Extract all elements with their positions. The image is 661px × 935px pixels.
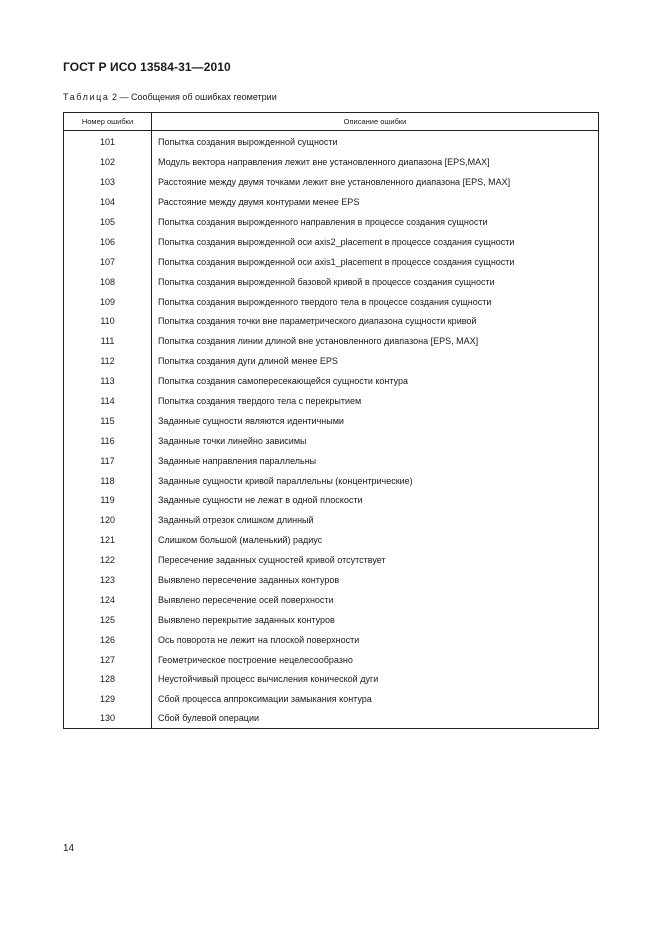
table-row bbox=[64, 590, 599, 610]
table-row bbox=[64, 352, 599, 372]
table-body bbox=[64, 131, 599, 729]
error-code-cell: 119 bbox=[64, 491, 152, 511]
error-code-cell: 114 bbox=[64, 392, 152, 412]
error-code-cell: 113 bbox=[64, 372, 152, 392]
error-description-cell: Попытка создания самопересекающейся сущности контура bbox=[152, 372, 599, 392]
error-code-cell: 121 bbox=[64, 531, 152, 551]
error-code-cell: 116 bbox=[64, 431, 152, 451]
table-row bbox=[64, 571, 599, 591]
table-row bbox=[64, 312, 599, 332]
error-code-cell: 103 bbox=[64, 173, 152, 193]
error-code-cell: 120 bbox=[64, 511, 152, 531]
table-caption bbox=[63, 92, 277, 102]
table-caption-text: 2 — Сообщения об ошибках геометрии bbox=[109, 92, 277, 102]
error-description-cell: Выявлено перекрытие заданных контуров bbox=[152, 610, 599, 630]
error-description-cell: Слишком большой (маленький) радиус bbox=[152, 531, 599, 551]
error-description-cell: Попытка создания линии длиной вне установленного диапазона [EPS, MAX] bbox=[152, 332, 599, 352]
table-row bbox=[64, 471, 599, 491]
error-description-cell: Геометрическое построение нецелесообразно bbox=[152, 650, 599, 670]
table-row bbox=[64, 153, 599, 173]
error-code-cell: 104 bbox=[64, 193, 152, 213]
table-row bbox=[64, 332, 599, 352]
error-code-cell: 124 bbox=[64, 590, 152, 610]
error-description-cell: Попытка создания вырожденной базовой кривой в процессе создания сущности bbox=[152, 272, 599, 292]
table-row bbox=[64, 372, 599, 392]
table-row bbox=[64, 292, 599, 312]
table-row bbox=[64, 193, 599, 213]
table-row bbox=[64, 610, 599, 630]
document-standard-header: ГОСТ Р ИСО 13584-31—2010 bbox=[63, 60, 231, 74]
table-row bbox=[64, 232, 599, 252]
error-code-cell: 106 bbox=[64, 232, 152, 252]
table-row bbox=[64, 710, 599, 729]
table-row bbox=[64, 213, 599, 233]
table-header-row bbox=[64, 113, 599, 131]
error-code-cell: 117 bbox=[64, 451, 152, 471]
error-description-cell: Неустойчивый процесс вычисления конической дуги bbox=[152, 670, 599, 690]
error-code-cell: 112 bbox=[64, 352, 152, 372]
error-description-cell: Сбой булевой операции bbox=[152, 710, 599, 729]
error-description-cell: Попытка создания вырожденной оси axis2_placement в процессе создания сущности bbox=[152, 232, 599, 252]
error-description-cell: Выявлено пересечение осей поверхности bbox=[152, 590, 599, 610]
table-row bbox=[64, 690, 599, 710]
table-row bbox=[64, 670, 599, 690]
error-description-cell: Выявлено пересечение заданных контуров bbox=[152, 571, 599, 591]
error-description-cell: Попытка создания точки вне параметрического диапазона сущности кривой bbox=[152, 312, 599, 332]
error-description-cell: Модуль вектора направления лежит вне установленного диапазона [EPS,MAX] bbox=[152, 153, 599, 173]
error-description-cell: Расстояние между двумя контурами менее EPS bbox=[152, 193, 599, 213]
error-description-cell: Заданные точки линейно зависимы bbox=[152, 431, 599, 451]
table-row bbox=[64, 630, 599, 650]
error-code-cell: 101 bbox=[64, 131, 152, 153]
error-description-cell: Заданные сущности не лежат в одной плоскости bbox=[152, 491, 599, 511]
error-code-cell: 118 bbox=[64, 471, 152, 491]
error-code-cell: 127 bbox=[64, 650, 152, 670]
table-row bbox=[64, 650, 599, 670]
error-description-cell: Расстояние между двумя точками лежит вне установленного диапазона [EPS, MAX] bbox=[152, 173, 599, 193]
error-description-cell: Пересечение заданных сущностей кривой отсутствует bbox=[152, 551, 599, 571]
error-code-cell: 102 bbox=[64, 153, 152, 173]
table-row bbox=[64, 551, 599, 571]
error-code-cell: 125 bbox=[64, 610, 152, 630]
error-code-cell: 126 bbox=[64, 630, 152, 650]
error-code-cell: 130 bbox=[64, 710, 152, 729]
error-code-cell: 110 bbox=[64, 312, 152, 332]
table-row bbox=[64, 173, 599, 193]
table-row bbox=[64, 392, 599, 412]
error-code-cell: 109 bbox=[64, 292, 152, 312]
error-description-cell: Ось поворота не лежит на плоской поверхности bbox=[152, 630, 599, 650]
error-code-cell: 111 bbox=[64, 332, 152, 352]
column-header-error-code: Номер ошибки bbox=[64, 113, 152, 131]
error-code-cell: 128 bbox=[64, 670, 152, 690]
table-row bbox=[64, 252, 599, 272]
table-row bbox=[64, 491, 599, 511]
column-header-error-description: Описание ошибки bbox=[152, 113, 599, 131]
error-description-cell: Заданные сущности являются идентичными bbox=[152, 411, 599, 431]
error-description-cell: Сбой процесса аппроксимации замыкания контура bbox=[152, 690, 599, 710]
error-description-cell: Попытка создания дуги длиной менее EPS bbox=[152, 352, 599, 372]
error-description-cell: Попытка создания вырожденной оси axis1_placement в процессе создания сущности bbox=[152, 252, 599, 272]
table-row bbox=[64, 431, 599, 451]
error-code-cell: 105 bbox=[64, 213, 152, 233]
error-code-cell: 122 bbox=[64, 551, 152, 571]
table-row bbox=[64, 272, 599, 292]
error-description-cell: Попытка создания вырожденного направления в процессе создания сущности bbox=[152, 213, 599, 233]
table-caption-label: Таблица bbox=[63, 92, 110, 102]
error-code-cell: 115 bbox=[64, 411, 152, 431]
geometry-error-table bbox=[63, 112, 599, 729]
error-description-cell: Заданные сущности кривой параллельны (концентрические) bbox=[152, 471, 599, 491]
table-row bbox=[64, 131, 599, 153]
table-row bbox=[64, 511, 599, 531]
table-row bbox=[64, 451, 599, 471]
page-number: 14 bbox=[63, 843, 75, 854]
error-description-cell: Попытка создания вырожденного твердого тела в процессе создания сущности bbox=[152, 292, 599, 312]
error-description-cell: Заданный отрезок слишком длинный bbox=[152, 511, 599, 531]
error-code-cell: 107 bbox=[64, 252, 152, 272]
error-description-cell: Заданные направления параллельны bbox=[152, 451, 599, 471]
error-code-cell: 123 bbox=[64, 571, 152, 591]
error-code-cell: 129 bbox=[64, 690, 152, 710]
error-description-cell: Попытка создания вырожденной сущности bbox=[152, 131, 599, 153]
table-row bbox=[64, 531, 599, 551]
error-description-cell: Попытка создания твердого тела с перекрытием bbox=[152, 392, 599, 412]
table-row bbox=[64, 411, 599, 431]
error-code-cell: 108 bbox=[64, 272, 152, 292]
